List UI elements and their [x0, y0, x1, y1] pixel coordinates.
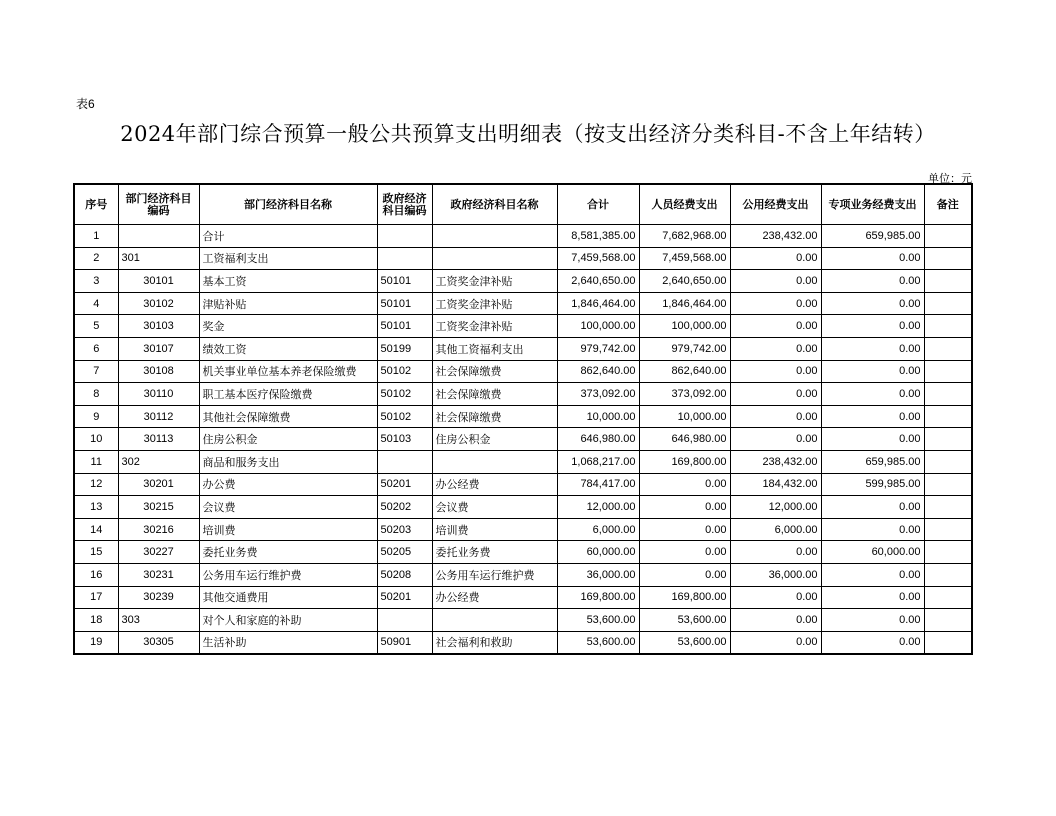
table-row [74, 428, 972, 451]
cell-gov-name: 社会保障缴费 [432, 383, 557, 406]
cell-public: 0.00 [730, 360, 821, 383]
cell-gov-code: 50101 [377, 315, 432, 338]
cell-seq: 15 [74, 541, 118, 564]
header-seq: 序号 [74, 184, 118, 225]
cell-special: 0.00 [821, 518, 924, 541]
cell-total: 1,068,217.00 [557, 450, 639, 473]
cell-remark [924, 337, 972, 360]
cell-remark [924, 518, 972, 541]
cell-personnel: 0.00 [639, 518, 730, 541]
table-row [74, 541, 972, 564]
cell-seq: 4 [74, 292, 118, 315]
cell-seq: 14 [74, 518, 118, 541]
cell-remark [924, 292, 972, 315]
cell-total: 862,640.00 [557, 360, 639, 383]
header-personnel: 人员经费支出 [639, 184, 730, 225]
cell-seq: 8 [74, 383, 118, 406]
cell-remark [924, 360, 972, 383]
cell-gov-name: 培训费 [432, 518, 557, 541]
cell-public: 36,000.00 [730, 563, 821, 586]
cell-gov-code: 50203 [377, 518, 432, 541]
cell-public: 0.00 [730, 428, 821, 451]
expenditure-detail-table [73, 183, 973, 655]
cell-personnel: 169,800.00 [639, 586, 730, 609]
cell-dept-code: 30102 [118, 292, 199, 315]
header-total: 合计 [557, 184, 639, 225]
cell-dept-code: 30103 [118, 315, 199, 338]
cell-special: 0.00 [821, 337, 924, 360]
cell-remark [924, 428, 972, 451]
cell-remark [924, 586, 972, 609]
table-row [74, 225, 972, 248]
cell-gov-name: 会议费 [432, 496, 557, 519]
cell-gov-name: 工资奖金津补贴 [432, 292, 557, 315]
cell-dept-name: 其他社会保障缴费 [199, 405, 377, 428]
cell-special: 659,985.00 [821, 225, 924, 248]
cell-dept-code: 30227 [118, 541, 199, 564]
cell-gov-name: 社会保障缴费 [432, 405, 557, 428]
cell-gov-name: 社会保障缴费 [432, 360, 557, 383]
cell-total: 646,980.00 [557, 428, 639, 451]
cell-public: 0.00 [730, 247, 821, 270]
cell-public: 0.00 [730, 609, 821, 632]
cell-personnel: 0.00 [639, 496, 730, 519]
header-dept-name: 部门经济科目名称 [199, 184, 377, 225]
cell-dept-code: 30239 [118, 586, 199, 609]
table-row [74, 609, 972, 632]
table-row [74, 247, 972, 270]
table-number-label: 表6 [76, 97, 95, 111]
cell-total: 60,000.00 [557, 541, 639, 564]
cell-remark [924, 541, 972, 564]
cell-total: 1,846,464.00 [557, 292, 639, 315]
cell-dept-name: 职工基本医疗保险缴费 [199, 383, 377, 406]
cell-public: 184,432.00 [730, 473, 821, 496]
cell-dept-code: 30107 [118, 337, 199, 360]
table-row [74, 383, 972, 406]
cell-remark [924, 563, 972, 586]
cell-personnel: 7,459,568.00 [639, 247, 730, 270]
cell-gov-name: 办公经费 [432, 473, 557, 496]
cell-public: 238,432.00 [730, 225, 821, 248]
cell-gov-name [432, 247, 557, 270]
table-header-row [74, 184, 972, 225]
header-dept-code: 部门经济科目编码 [118, 184, 199, 225]
table-body [74, 225, 972, 655]
cell-personnel: 53,600.00 [639, 609, 730, 632]
cell-personnel: 0.00 [639, 541, 730, 564]
cell-dept-code: 30112 [118, 405, 199, 428]
cell-total: 373,092.00 [557, 383, 639, 406]
cell-personnel: 2,640,650.00 [639, 270, 730, 293]
cell-remark [924, 225, 972, 248]
cell-special: 60,000.00 [821, 541, 924, 564]
cell-gov-code: 50103 [377, 428, 432, 451]
cell-dept-name: 工资福利支出 [199, 247, 377, 270]
cell-special: 659,985.00 [821, 450, 924, 473]
table-row [74, 337, 972, 360]
cell-dept-name: 对个人和家庭的补助 [199, 609, 377, 632]
cell-special: 0.00 [821, 360, 924, 383]
cell-special: 0.00 [821, 496, 924, 519]
cell-special: 0.00 [821, 609, 924, 632]
table-row [74, 315, 972, 338]
cell-remark [924, 496, 972, 519]
page-title: 2024年部门综合预算一般公共预算支出明细表（按支出经济分类科目-不含上年结转） [120, 122, 936, 146]
cell-special: 0.00 [821, 315, 924, 338]
cell-total: 169,800.00 [557, 586, 639, 609]
cell-public: 0.00 [730, 586, 821, 609]
cell-total: 36,000.00 [557, 563, 639, 586]
table-row [74, 405, 972, 428]
cell-gov-code: 50208 [377, 563, 432, 586]
cell-total: 100,000.00 [557, 315, 639, 338]
cell-remark [924, 270, 972, 293]
cell-seq: 9 [74, 405, 118, 428]
cell-gov-code [377, 609, 432, 632]
table-row [74, 631, 972, 654]
table-row [74, 518, 972, 541]
cell-dept-name: 住房公积金 [199, 428, 377, 451]
cell-gov-code: 50901 [377, 631, 432, 654]
cell-seq: 13 [74, 496, 118, 519]
cell-special: 0.00 [821, 383, 924, 406]
cell-gov-code: 50202 [377, 496, 432, 519]
cell-seq: 3 [74, 270, 118, 293]
table-row [74, 360, 972, 383]
table-row [74, 450, 972, 473]
cell-gov-code: 50102 [377, 405, 432, 428]
cell-dept-code: 30101 [118, 270, 199, 293]
cell-seq: 19 [74, 631, 118, 654]
cell-dept-name: 奖金 [199, 315, 377, 338]
cell-personnel: 169,800.00 [639, 450, 730, 473]
cell-dept-name: 生活补助 [199, 631, 377, 654]
cell-dept-code: 30305 [118, 631, 199, 654]
cell-total: 979,742.00 [557, 337, 639, 360]
table-row [74, 473, 972, 496]
cell-total: 8,581,385.00 [557, 225, 639, 248]
cell-public: 0.00 [730, 541, 821, 564]
cell-dept-name: 培训费 [199, 518, 377, 541]
cell-dept-name: 办公费 [199, 473, 377, 496]
cell-dept-code: 301 [118, 247, 199, 270]
table-row [74, 270, 972, 293]
cell-total: 53,600.00 [557, 609, 639, 632]
cell-special: 0.00 [821, 247, 924, 270]
cell-seq: 16 [74, 563, 118, 586]
cell-gov-code [377, 247, 432, 270]
cell-special: 0.00 [821, 270, 924, 293]
cell-public: 0.00 [730, 315, 821, 338]
cell-gov-code: 50205 [377, 541, 432, 564]
cell-dept-name: 津贴补贴 [199, 292, 377, 315]
cell-gov-name: 住房公积金 [432, 428, 557, 451]
cell-personnel: 862,640.00 [639, 360, 730, 383]
cell-remark [924, 609, 972, 632]
cell-gov-code: 50101 [377, 270, 432, 293]
header-gov-name: 政府经济科目名称 [432, 184, 557, 225]
cell-personnel: 53,600.00 [639, 631, 730, 654]
table-row [74, 563, 972, 586]
cell-gov-name: 社会福利和救助 [432, 631, 557, 654]
cell-dept-code: 30201 [118, 473, 199, 496]
cell-special: 0.00 [821, 405, 924, 428]
cell-dept-name: 会议费 [199, 496, 377, 519]
cell-seq: 11 [74, 450, 118, 473]
cell-dept-name: 其他交通费用 [199, 586, 377, 609]
cell-seq: 1 [74, 225, 118, 248]
cell-seq: 2 [74, 247, 118, 270]
cell-seq: 10 [74, 428, 118, 451]
cell-personnel: 10,000.00 [639, 405, 730, 428]
cell-gov-code [377, 225, 432, 248]
cell-gov-code: 50102 [377, 360, 432, 383]
cell-special: 0.00 [821, 428, 924, 451]
cell-seq: 5 [74, 315, 118, 338]
cell-gov-name [432, 609, 557, 632]
cell-personnel: 100,000.00 [639, 315, 730, 338]
cell-gov-name: 公务用车运行维护费 [432, 563, 557, 586]
cell-remark [924, 315, 972, 338]
cell-gov-code: 50199 [377, 337, 432, 360]
cell-total: 6,000.00 [557, 518, 639, 541]
cell-seq: 12 [74, 473, 118, 496]
cell-dept-code: 30215 [118, 496, 199, 519]
cell-public: 0.00 [730, 631, 821, 654]
cell-seq: 7 [74, 360, 118, 383]
cell-special: 0.00 [821, 292, 924, 315]
cell-gov-name: 工资奖金津补贴 [432, 270, 557, 293]
cell-special: 0.00 [821, 563, 924, 586]
cell-seq: 18 [74, 609, 118, 632]
cell-remark [924, 247, 972, 270]
header-remark: 备注 [924, 184, 972, 225]
cell-public: 0.00 [730, 383, 821, 406]
cell-public: 0.00 [730, 337, 821, 360]
cell-public: 12,000.00 [730, 496, 821, 519]
cell-gov-code: 50201 [377, 586, 432, 609]
cell-public: 0.00 [730, 292, 821, 315]
header-special: 专项业务经费支出 [821, 184, 924, 225]
cell-special: 0.00 [821, 631, 924, 654]
cell-gov-name: 委托业务费 [432, 541, 557, 564]
cell-gov-name [432, 450, 557, 473]
table-row [74, 496, 972, 519]
cell-seq: 6 [74, 337, 118, 360]
cell-public: 0.00 [730, 270, 821, 293]
cell-public: 0.00 [730, 405, 821, 428]
cell-special: 599,985.00 [821, 473, 924, 496]
cell-gov-code [377, 450, 432, 473]
cell-remark [924, 450, 972, 473]
cell-dept-code: 30110 [118, 383, 199, 406]
cell-gov-name: 其他工资福利支出 [432, 337, 557, 360]
cell-dept-code [118, 225, 199, 248]
cell-dept-name: 基本工资 [199, 270, 377, 293]
cell-total: 12,000.00 [557, 496, 639, 519]
cell-remark [924, 383, 972, 406]
cell-dept-name: 机关事业单位基本养老保险缴费 [199, 360, 377, 383]
cell-dept-name: 商品和服务支出 [199, 450, 377, 473]
table-row [74, 586, 972, 609]
cell-gov-name [432, 225, 557, 248]
cell-dept-code: 30231 [118, 563, 199, 586]
cell-gov-code: 50101 [377, 292, 432, 315]
cell-personnel: 0.00 [639, 563, 730, 586]
cell-gov-name: 工资奖金津补贴 [432, 315, 557, 338]
cell-dept-code: 302 [118, 450, 199, 473]
cell-public: 238,432.00 [730, 450, 821, 473]
cell-total: 53,600.00 [557, 631, 639, 654]
cell-total: 2,640,650.00 [557, 270, 639, 293]
cell-dept-code: 30108 [118, 360, 199, 383]
unit-label: 单位：元 [928, 172, 972, 185]
cell-special: 0.00 [821, 586, 924, 609]
cell-personnel: 373,092.00 [639, 383, 730, 406]
cell-dept-name: 公务用车运行维护费 [199, 563, 377, 586]
cell-dept-code: 303 [118, 609, 199, 632]
cell-gov-code: 50201 [377, 473, 432, 496]
cell-total: 7,459,568.00 [557, 247, 639, 270]
cell-gov-code: 50102 [377, 383, 432, 406]
cell-total: 10,000.00 [557, 405, 639, 428]
cell-dept-code: 30216 [118, 518, 199, 541]
cell-personnel: 0.00 [639, 473, 730, 496]
cell-seq: 17 [74, 586, 118, 609]
cell-personnel: 979,742.00 [639, 337, 730, 360]
cell-remark [924, 405, 972, 428]
cell-dept-name: 委托业务费 [199, 541, 377, 564]
cell-remark [924, 631, 972, 654]
cell-dept-code: 30113 [118, 428, 199, 451]
header-public: 公用经费支出 [730, 184, 821, 225]
cell-total: 784,417.00 [557, 473, 639, 496]
cell-personnel: 646,980.00 [639, 428, 730, 451]
cell-remark [924, 473, 972, 496]
cell-personnel: 7,682,968.00 [639, 225, 730, 248]
cell-public: 6,000.00 [730, 518, 821, 541]
cell-personnel: 1,846,464.00 [639, 292, 730, 315]
table-row [74, 292, 972, 315]
cell-dept-name: 合计 [199, 225, 377, 248]
cell-gov-name: 办公经费 [432, 586, 557, 609]
cell-dept-name: 绩效工资 [199, 337, 377, 360]
header-gov-code: 政府经济科目编码 [377, 184, 432, 225]
